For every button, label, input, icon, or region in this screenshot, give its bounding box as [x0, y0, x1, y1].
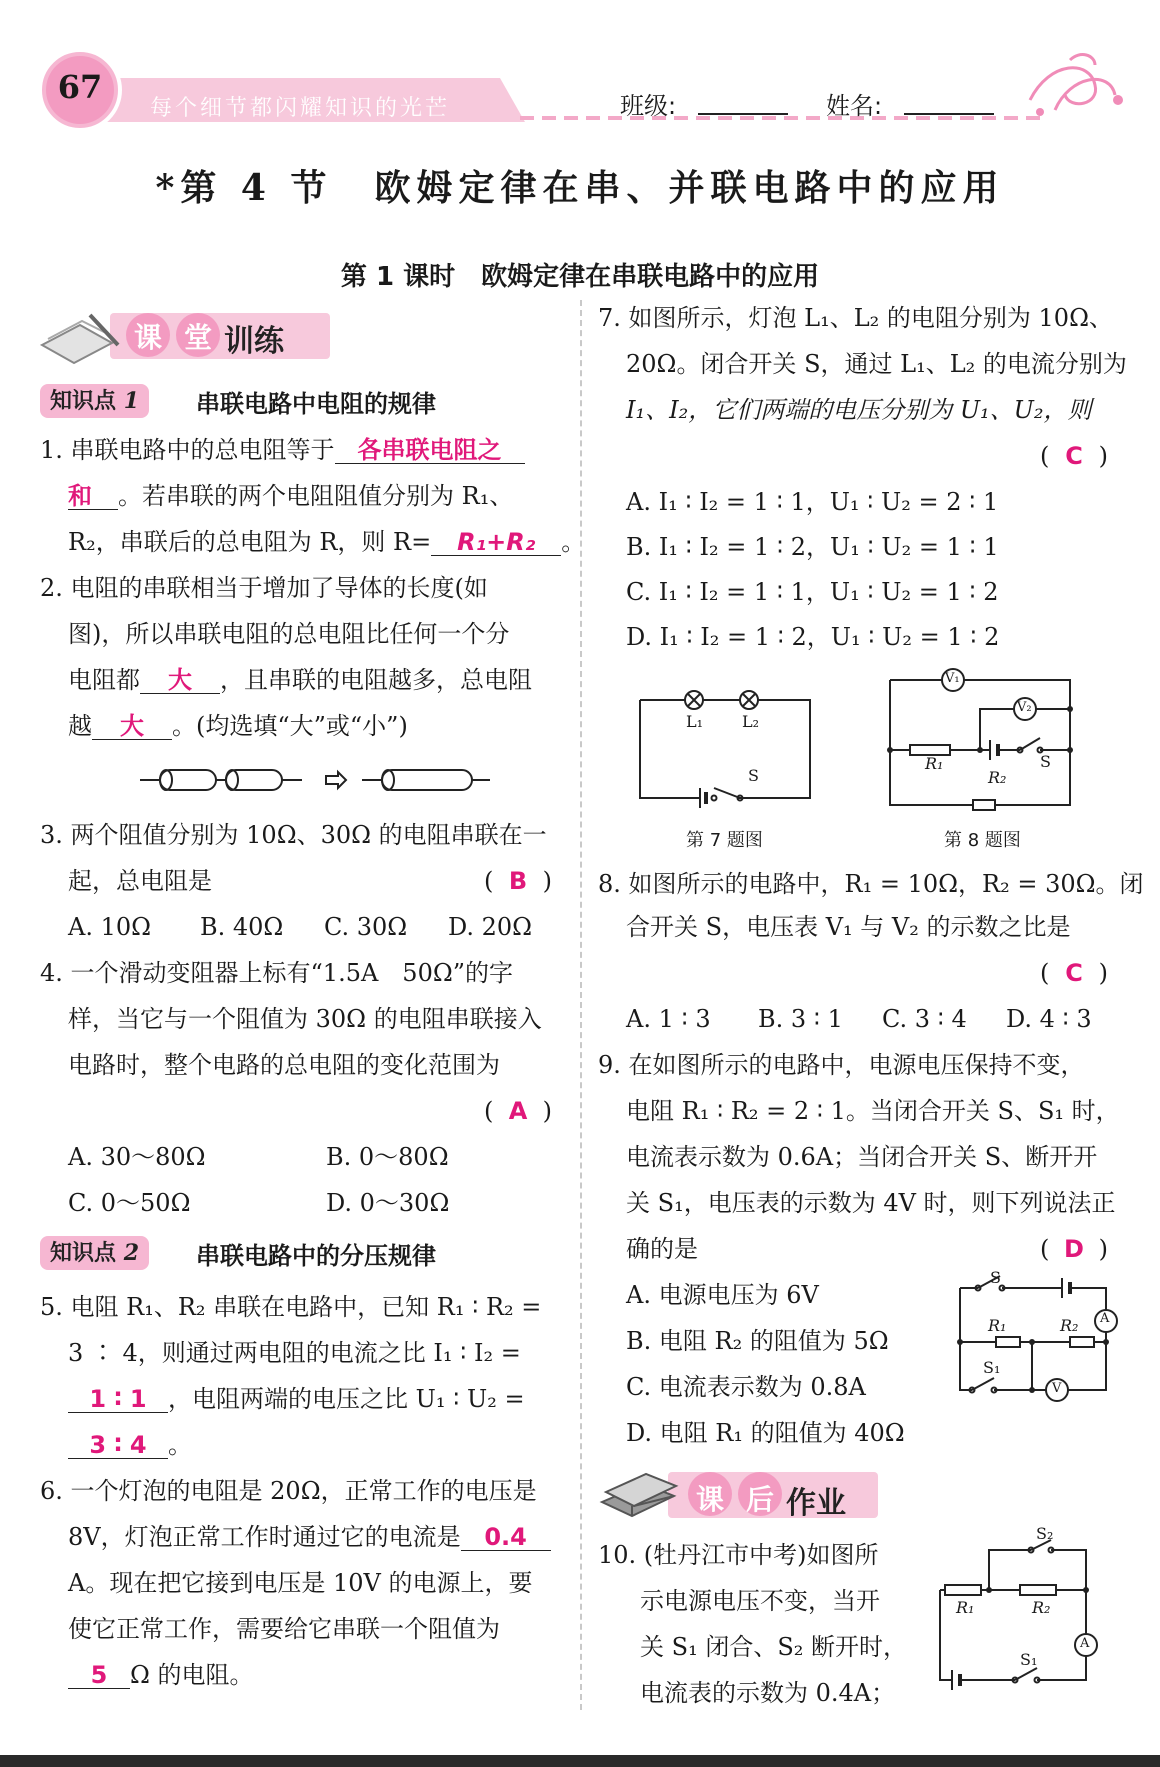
q4-answer[interactable]: A [508, 1097, 528, 1125]
q6-line-3: A。现在把它接到电压是 10V 的电源上，要 [68, 1569, 533, 1597]
q6-answer-1[interactable]: 0.4 [461, 1525, 551, 1551]
q10-line-1: 10. (牡丹江市中考)如图所 [598, 1541, 879, 1569]
q7-option-a[interactable]: A. I₁ ∶ I₂ = 1 ∶ 1，U₁ ∶ U₂ = 2 ∶ 1 [626, 488, 999, 516]
fig7-label-s: S [748, 766, 759, 785]
q9-answer[interactable]: D [1064, 1235, 1084, 1263]
q7-line-2: 20Ω。闭合开关 S，通过 L₁、L₂ 的电流分别为 [626, 350, 1127, 378]
q1-line-1: 1. 串联电路中的总电阻等于 各串联电阻之 [40, 435, 525, 465]
q9-option-b[interactable]: B. 电阻 R₂ 的阻值为 5Ω [626, 1327, 889, 1355]
fig8-caption: 第 8 题图 [944, 830, 1021, 851]
q5-line-1: 5. 电阻 R₁、R₂ 串联在电路中，已知 R₁ ∶ R₂ = [40, 1293, 542, 1321]
q5-line-4: 3 ∶ 4 。 [68, 1430, 192, 1460]
q5-line-2: 3 ∶ 4，则通过两电阻的电流之比 I₁ ∶ I₂ = [68, 1339, 521, 1367]
figure-8-circuit [880, 665, 1080, 813]
page-number: 67 [57, 68, 103, 106]
conductor-length-diagram [140, 760, 490, 800]
kp-label: 知识点 [50, 389, 117, 414]
q8-line-2: 合开关 S，电压表 V₁ 与 V₂ 的示数之比是 [626, 913, 1071, 941]
page-bottom-edge [0, 1755, 1160, 1767]
q4-option-a[interactable]: A. 30～80Ω [68, 1143, 206, 1171]
q5-line-3: 1 ∶ 1 ，电阻两端的电压之比 U₁ ∶ U₂ = [68, 1384, 525, 1414]
q4-line-2: 样，当它与一个阻值为 30Ω 的电阻串联接入 [68, 1005, 542, 1033]
section-title: *第 4 节 欧姆定律在串、并联电路中的应用 [155, 167, 1005, 209]
fig9-label-r2: R₂ [1060, 1316, 1079, 1335]
switch-icon [1018, 738, 1043, 753]
switch-icon [712, 788, 743, 801]
fig7-label-l1: L₁ [686, 712, 704, 731]
q1-line-3: R₂，串联后的总电阻为 R，则 R= R₁+R₂ 。 [68, 528, 586, 556]
q7-answer-paren: ( C ) [1040, 442, 1108, 470]
q8-answer-paren: ( C ) [1040, 959, 1108, 987]
q5-answer-1[interactable]: 1 ∶ 1 [68, 1387, 168, 1413]
lesson-title: 第 1 课时 欧姆定律在串联电路中的应用 [340, 262, 820, 292]
classroom-banner-c1: 课 [133, 321, 162, 354]
q3-line-1: 3. 两个阻值分别为 10Ω、30Ω 的电阻串联在一 [40, 821, 547, 849]
q3-line-2: 起，总电阻是 [68, 867, 212, 895]
fig8-label-r1: R₁ [925, 754, 944, 773]
switch-icon [1013, 1668, 1040, 1683]
fig10-label-s2: S₂ [1036, 1524, 1054, 1543]
q7-line-1: 7. 如图所示，灯泡 L₁、L₂ 的电阻分别为 10Ω、 [598, 304, 1113, 332]
lamp-icon [685, 691, 703, 709]
name-blank[interactable] [904, 113, 994, 115]
fig10-label-r1: R₁ [956, 1598, 975, 1617]
resistor-icon [945, 1585, 981, 1595]
q8-answer[interactable]: C [1065, 959, 1083, 987]
resistor-icon [973, 800, 995, 810]
kp-label: 知识点 [50, 1241, 117, 1266]
fig7-caption: 第 7 题图 [686, 830, 763, 851]
fig7-label-l2: L₂ [742, 712, 760, 731]
q4-line-3: 电路时，整个电路的总电阻的变化范围为 [68, 1051, 500, 1079]
q9-line-4: 关 S₁，电压表的示数为 4V 时，则下列说法正 [626, 1189, 1116, 1217]
kp-number: 2 [123, 1240, 139, 1266]
resistor-icon [1020, 1585, 1056, 1595]
q6-line-4: 使它正常工作，需要给它串联一个阻值为 [68, 1615, 500, 1643]
q4-option-b[interactable]: B. 0～80Ω [326, 1143, 449, 1171]
fig9-label-s1: S₁ [983, 1358, 1001, 1377]
q9-answer-paren: ( D ) [1040, 1235, 1108, 1263]
q6-line-5: 5 Ω 的电阻。 [68, 1660, 254, 1690]
knowledge-point-tag [40, 1236, 149, 1270]
q9-option-d[interactable]: D. 电阻 R₁ 的阻值为 40Ω [626, 1419, 905, 1447]
q4-answer-paren: ( A ) [484, 1097, 552, 1125]
knowledge-point-title: 串联电路中电阻的规律 [196, 390, 436, 418]
resistor-icon [996, 1337, 1020, 1347]
q9-line-5: 确的是 [626, 1235, 698, 1263]
knowledge-point-title: 串联电路中的分压规律 [196, 1242, 436, 1270]
header-motto: 每个细节都闪耀知识的光芒 [150, 96, 451, 121]
q9-line-2: 电阻 R₁ ∶ R₂ = 2 ∶ 1。当闭合开关 S、S₁ 时， [626, 1097, 1120, 1125]
classroom-banner-title: 训练 [224, 324, 284, 359]
fig10-label-r2: R₂ [1032, 1598, 1051, 1617]
q3-option-d[interactable]: D. 20Ω [448, 913, 533, 941]
battery-icon [700, 788, 706, 808]
q10-line-3: 关 S₁ 闭合、S₂ 断开时， [640, 1633, 908, 1661]
q7-option-c[interactable]: C. I₁ ∶ I₂ = 1 ∶ 1，U₁ ∶ U₂ = 1 ∶ 2 [626, 578, 999, 606]
fig8-label-r2: R₂ [988, 768, 1007, 787]
q9-line-3: 电流表示数为 0.6A；当闭合开关 S、断开开 [626, 1143, 1098, 1171]
q9-line-1: 9. 在如图所示的电路中，电源电压保持不变， [598, 1051, 1085, 1079]
fig9-label-v: V [1052, 1381, 1062, 1396]
homework-banner-c2: 后 [745, 1483, 774, 1516]
q10-line-4: 电流表的示数为 0.4A； [640, 1679, 896, 1707]
q8-option-c[interactable]: C. 3 ∶ 4 [882, 1005, 967, 1033]
fig9-label-s: S [990, 1268, 1001, 1287]
q2-line-4: 越 大 。(均选填“大”或“小”) [68, 712, 408, 740]
books-icon [602, 1474, 676, 1516]
q6-line-2: 8V，灯泡正常工作时通过它的电流是 0.4 [68, 1522, 551, 1552]
q9-option-a[interactable]: A. 电源电压为 6V [626, 1281, 819, 1309]
figure-7-circuit [630, 670, 830, 810]
q5-answer-2[interactable]: 3 ∶ 4 [68, 1433, 168, 1459]
classroom-banner-c2: 堂 [183, 321, 212, 354]
q3-option-a[interactable]: A. 10Ω [68, 913, 152, 941]
q1-answer-1-cont[interactable]: 和 [68, 484, 118, 510]
q6-answer-2[interactable]: 5 [68, 1663, 130, 1689]
fig9-label-a: A [1100, 1311, 1110, 1326]
q4-option-c[interactable]: C. 0～50Ω [68, 1189, 191, 1217]
q9-option-c[interactable]: C. 电流表示数为 0.8A [626, 1373, 866, 1401]
q2-line-3: 电阻都 大 ，且串联的电阻越多，总电阻 [68, 666, 532, 694]
q8-option-a[interactable]: A. 1 ∶ 3 [626, 1005, 711, 1033]
knowledge-point-tag [40, 384, 149, 418]
battery-icon [990, 740, 998, 760]
figure-9-circuit [950, 1270, 1120, 1405]
q7-option-d[interactable]: D. I₁ ∶ I₂ = 1 ∶ 2，U₁ ∶ U₂ = 1 ∶ 2 [626, 623, 1000, 651]
q1-line-2: 和 。若串联的两个电阻阻值分别为 R₁、 [68, 482, 514, 510]
notebook-icon [42, 315, 118, 363]
q2-line-1: 2. 电阻的串联相当于增加了导体的长度(如 [40, 574, 488, 602]
name-label: 姓名: [826, 92, 883, 120]
battery-icon [952, 1670, 960, 1690]
resistor-icon [1070, 1337, 1094, 1347]
fig8-label-v2: V₂ [1017, 700, 1032, 715]
q8-option-d[interactable]: D. 4 ∶ 3 [1006, 1005, 1092, 1033]
q4-line-1: 4. 一个滑动变阻器上标有“1.5A 50Ω”的字 [40, 959, 514, 987]
class-blank[interactable] [698, 113, 788, 115]
fig10-label-a: A [1080, 1636, 1090, 1651]
q8-line-1: 8. 如图所示的电路中，R₁ = 10Ω，R₂ = 30Ω。闭 [598, 870, 1144, 898]
fig8-label-v1: V₁ [945, 671, 960, 686]
q10-line-2: 示电源电压不变，当开 [640, 1587, 880, 1615]
q4-option-d[interactable]: D. 0～30Ω [326, 1189, 450, 1217]
q3-option-b[interactable]: B. 40Ω [200, 913, 284, 941]
q2-line-2: 图)，所以串联电阻的总电阻比任何一个分 [68, 620, 510, 648]
q2-answer-2[interactable]: 大 [92, 714, 172, 740]
q3-option-c[interactable]: C. 30Ω [324, 913, 408, 941]
lamp-icon [740, 691, 758, 709]
q7-option-b[interactable]: B. I₁ ∶ I₂ = 1 ∶ 2，U₁ ∶ U₂ = 1 ∶ 1 [626, 533, 999, 561]
q7-line-3: I₁、I₂，它们两端的电压分别为 U₁、U₂，则 [626, 396, 1092, 424]
fig10-label-s1: S₁ [1020, 1650, 1038, 1669]
homework-banner-title: 作业 [786, 1486, 846, 1521]
column-divider [580, 300, 582, 1710]
q1-answer-2[interactable]: R₁+R₂ [431, 530, 561, 556]
q3-answer[interactable]: B [508, 867, 528, 895]
fig8-label-s: S [1040, 752, 1051, 771]
q2-answer-1[interactable]: 大 [140, 668, 220, 694]
q7-answer[interactable]: C [1065, 442, 1083, 470]
kp-number: 1 [123, 388, 139, 414]
switch-icon [970, 1378, 997, 1393]
q8-option-b[interactable]: B. 3 ∶ 1 [758, 1005, 843, 1033]
q1-answer-1[interactable]: 各串联电阻之 [335, 438, 525, 464]
fig9-label-r1: R₁ [988, 1316, 1007, 1335]
battery-icon [1062, 1278, 1070, 1298]
q6-line-1: 6. 一个灯泡的电阻是 20Ω，正常工作的电压是 [40, 1477, 537, 1505]
q3-answer-paren: ( B ) [484, 867, 552, 895]
homework-banner-c1: 课 [695, 1483, 724, 1516]
class-label: 班级: [620, 92, 677, 120]
